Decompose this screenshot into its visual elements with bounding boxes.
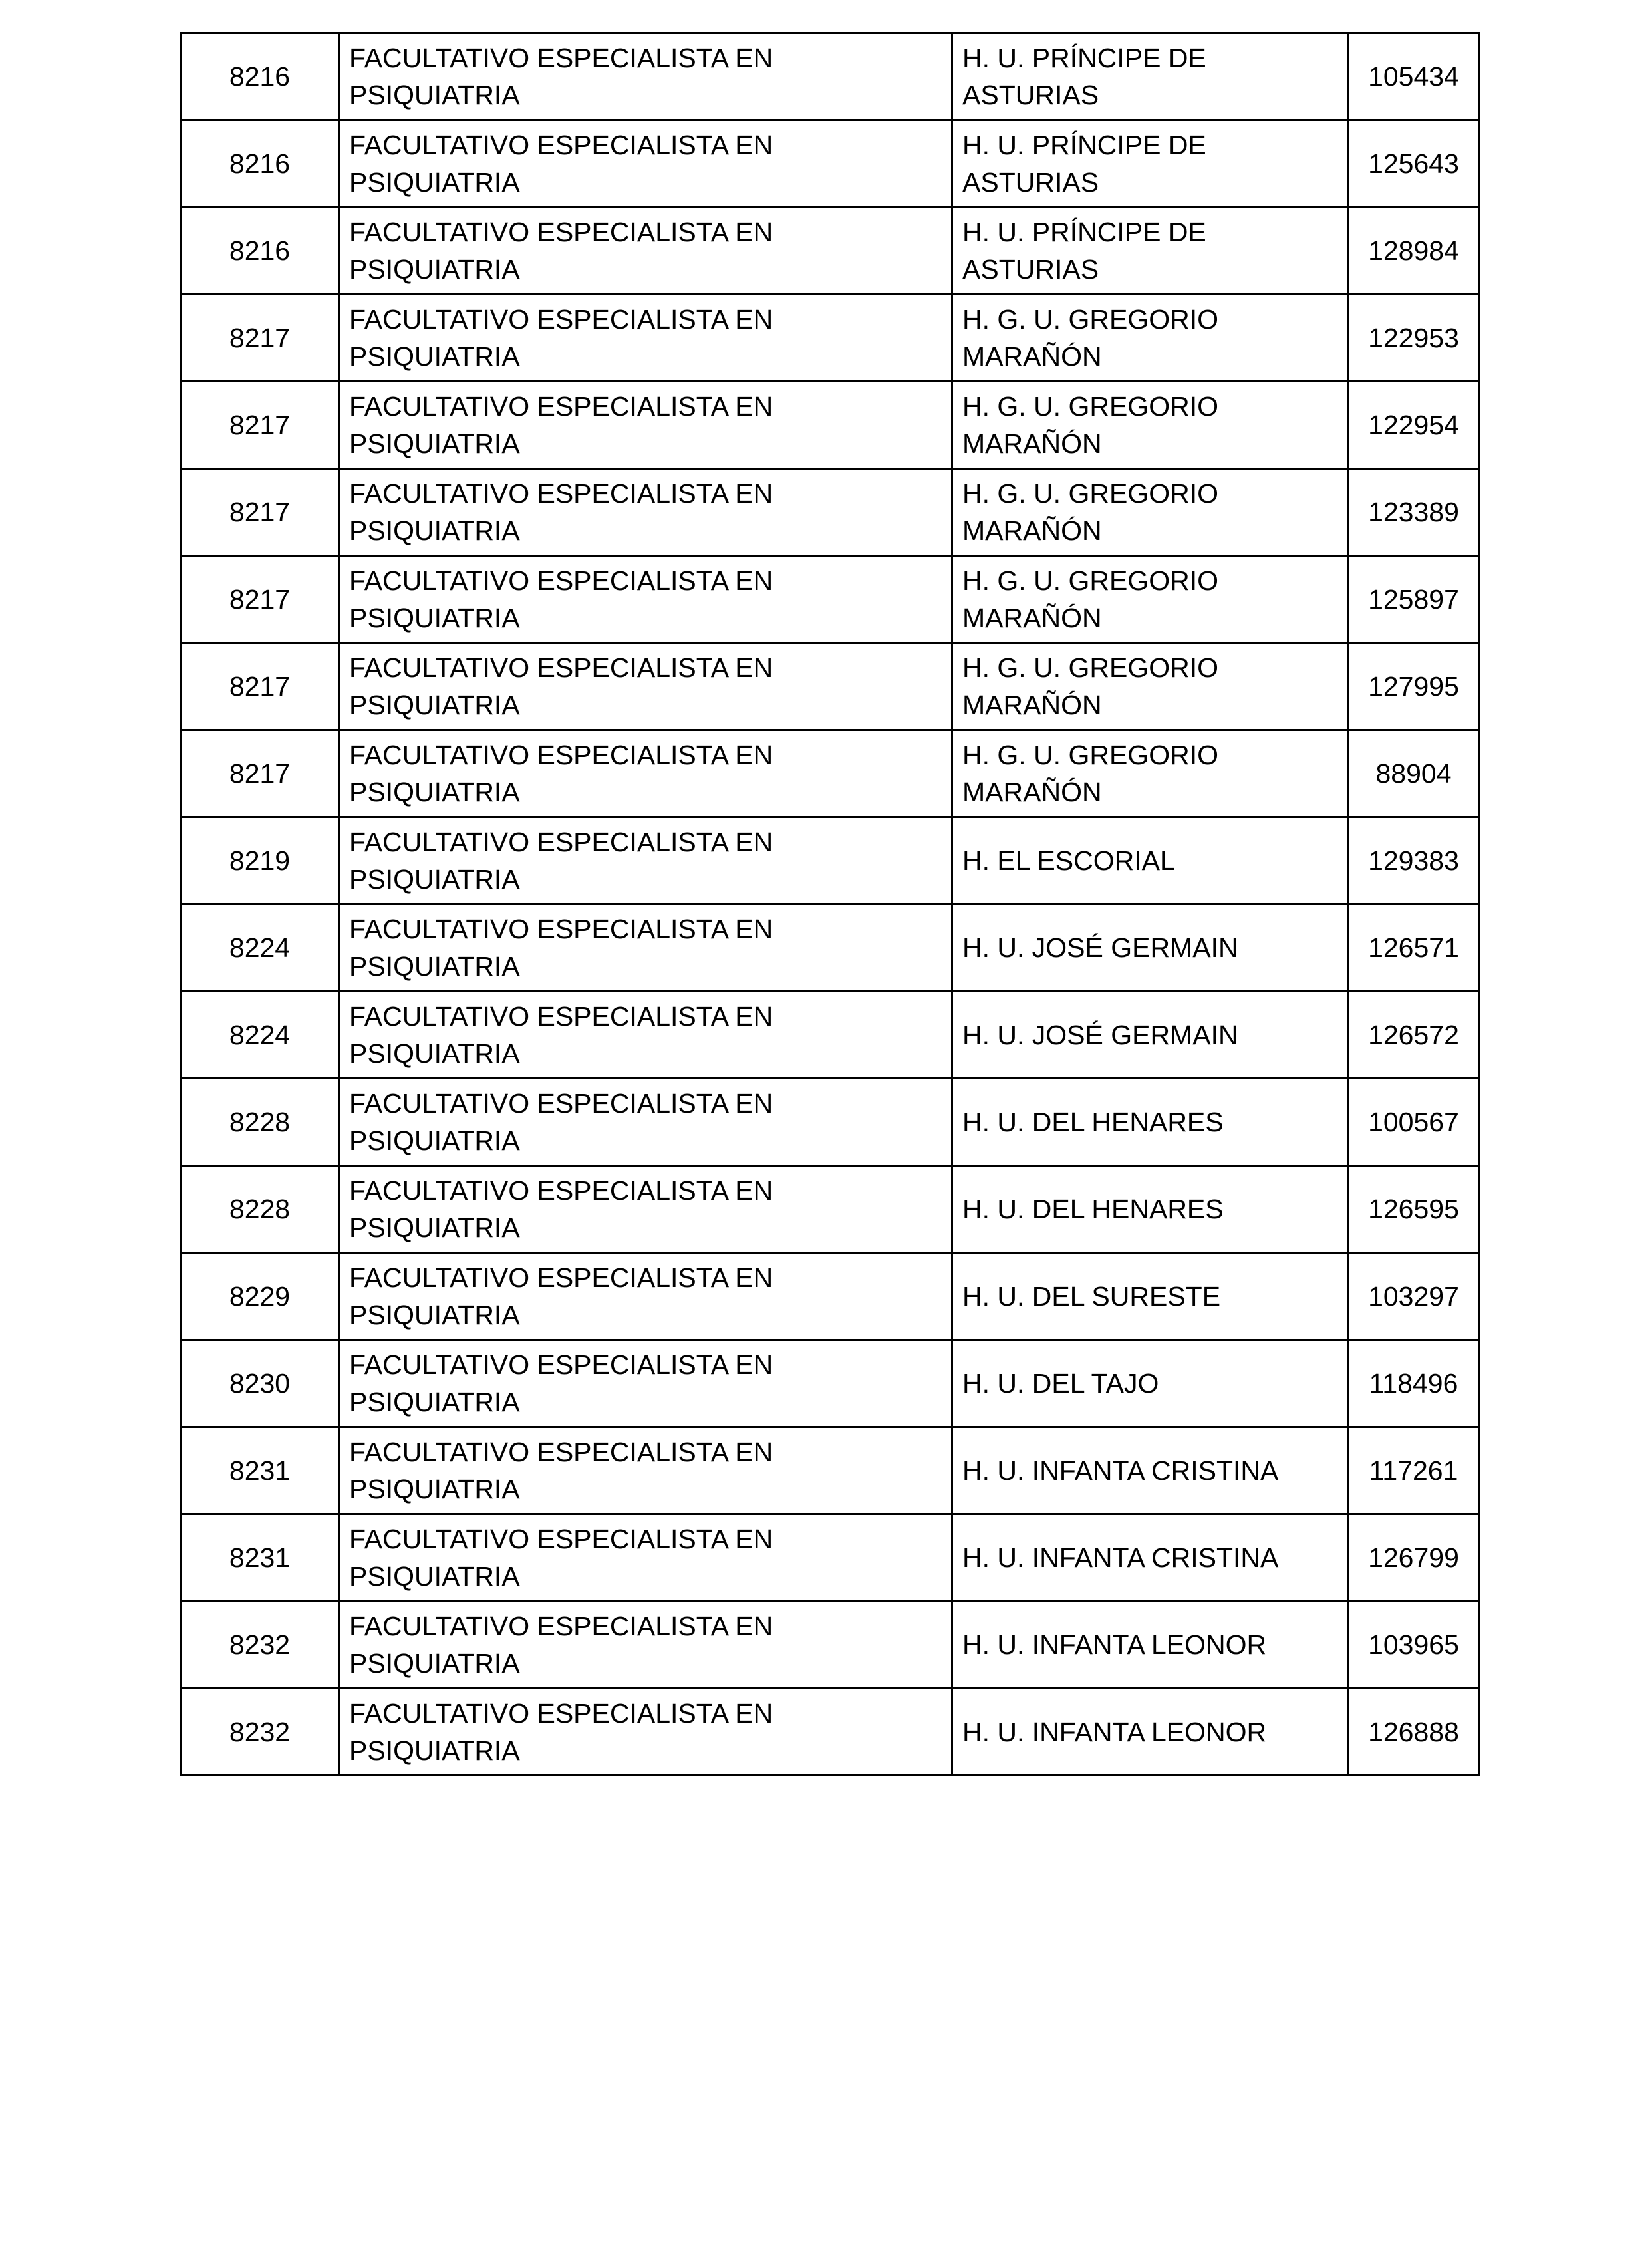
- category-cell: FACULTATIVO ESPECIALISTA EN PSIQUIATRIA: [339, 208, 952, 295]
- code-cell: 8232: [181, 1689, 339, 1776]
- id-cell: 125643: [1348, 120, 1480, 208]
- code-cell: 8230: [181, 1340, 339, 1427]
- code-cell: 8217: [181, 730, 339, 817]
- center-cell: H. U. PRÍNCIPE DE ASTURIAS: [952, 208, 1348, 295]
- category-cell: FACULTATIVO ESPECIALISTA EN PSIQUIATRIA: [339, 1689, 952, 1776]
- code-cell: 8229: [181, 1253, 339, 1340]
- center-cell: H. U. INFANTA LEONOR: [952, 1602, 1348, 1689]
- id-cell: 105434: [1348, 33, 1480, 120]
- id-cell: 126595: [1348, 1166, 1480, 1253]
- table-row: [181, 1253, 1480, 1340]
- category-cell: FACULTATIVO ESPECIALISTA EN PSIQUIATRIA: [339, 382, 952, 469]
- table-row: [181, 556, 1480, 643]
- code-cell: 8216: [181, 120, 339, 208]
- code-cell: 8231: [181, 1514, 339, 1602]
- center-cell: H. U. DEL TAJO: [952, 1340, 1348, 1427]
- category-cell: FACULTATIVO ESPECIALISTA EN PSIQUIATRIA: [339, 469, 952, 556]
- center-cell: H. U. DEL SURESTE: [952, 1253, 1348, 1340]
- table-row: [181, 730, 1480, 817]
- center-cell: H. G. U. GREGORIO MARAÑÓN: [952, 730, 1348, 817]
- positions-table: [180, 32, 1480, 1776]
- center-cell: H. U. INFANTA LEONOR: [952, 1689, 1348, 1776]
- id-cell: 117261: [1348, 1427, 1480, 1514]
- table-row: [181, 992, 1480, 1079]
- center-cell: H. U. INFANTA CRISTINA: [952, 1514, 1348, 1602]
- center-cell: H. U. DEL HENARES: [952, 1166, 1348, 1253]
- id-cell: 122954: [1348, 382, 1480, 469]
- table-row: [181, 817, 1480, 905]
- category-cell: FACULTATIVO ESPECIALISTA EN PSIQUIATRIA: [339, 992, 952, 1079]
- center-cell: H. U. PRÍNCIPE DE ASTURIAS: [952, 120, 1348, 208]
- center-cell: H. EL ESCORIAL: [952, 817, 1348, 905]
- category-cell: FACULTATIVO ESPECIALISTA EN PSIQUIATRIA: [339, 1427, 952, 1514]
- code-cell: 8217: [181, 382, 339, 469]
- code-cell: 8232: [181, 1602, 339, 1689]
- code-cell: 8216: [181, 208, 339, 295]
- id-cell: 118496: [1348, 1340, 1480, 1427]
- code-cell: 8224: [181, 905, 339, 992]
- id-cell: 126799: [1348, 1514, 1480, 1602]
- category-cell: FACULTATIVO ESPECIALISTA EN PSIQUIATRIA: [339, 1340, 952, 1427]
- table-row: [181, 208, 1480, 295]
- category-cell: FACULTATIVO ESPECIALISTA EN PSIQUIATRIA: [339, 905, 952, 992]
- id-cell: 100567: [1348, 1079, 1480, 1166]
- id-cell: 127995: [1348, 643, 1480, 730]
- code-cell: 8217: [181, 469, 339, 556]
- center-cell: H. U. DEL HENARES: [952, 1079, 1348, 1166]
- id-cell: 123389: [1348, 469, 1480, 556]
- id-cell: 103297: [1348, 1253, 1480, 1340]
- table-row: [181, 33, 1480, 120]
- category-cell: FACULTATIVO ESPECIALISTA EN PSIQUIATRIA: [339, 817, 952, 905]
- table-row: [181, 469, 1480, 556]
- center-cell: H. U. JOSÉ GERMAIN: [952, 992, 1348, 1079]
- code-cell: 8217: [181, 295, 339, 382]
- table-row: [181, 120, 1480, 208]
- table-row: [181, 1602, 1480, 1689]
- table-row: [181, 1079, 1480, 1166]
- table-row: [181, 382, 1480, 469]
- category-cell: FACULTATIVO ESPECIALISTA EN PSIQUIATRIA: [339, 730, 952, 817]
- table-row: [181, 295, 1480, 382]
- id-cell: 125897: [1348, 556, 1480, 643]
- id-cell: 128984: [1348, 208, 1480, 295]
- center-cell: H. G. U. GREGORIO MARAÑÓN: [952, 295, 1348, 382]
- code-cell: 8224: [181, 992, 339, 1079]
- table-row: [181, 1166, 1480, 1253]
- positions-table-body: [181, 33, 1480, 1776]
- center-cell: H. G. U. GREGORIO MARAÑÓN: [952, 382, 1348, 469]
- center-cell: H. U. INFANTA CRISTINA: [952, 1427, 1348, 1514]
- table-row: [181, 643, 1480, 730]
- table-row: [181, 1427, 1480, 1514]
- category-cell: FACULTATIVO ESPECIALISTA EN PSIQUIATRIA: [339, 120, 952, 208]
- code-cell: 8219: [181, 817, 339, 905]
- center-cell: H. U. PRÍNCIPE DE ASTURIAS: [952, 33, 1348, 120]
- code-cell: 8217: [181, 556, 339, 643]
- category-cell: FACULTATIVO ESPECIALISTA EN PSIQUIATRIA: [339, 556, 952, 643]
- id-cell: 129383: [1348, 817, 1480, 905]
- category-cell: FACULTATIVO ESPECIALISTA EN PSIQUIATRIA: [339, 1079, 952, 1166]
- category-cell: FACULTATIVO ESPECIALISTA EN PSIQUIATRIA: [339, 1514, 952, 1602]
- code-cell: 8217: [181, 643, 339, 730]
- center-cell: H. G. U. GREGORIO MARAÑÓN: [952, 643, 1348, 730]
- code-cell: 8228: [181, 1166, 339, 1253]
- id-cell: 126888: [1348, 1689, 1480, 1776]
- id-cell: 126572: [1348, 992, 1480, 1079]
- id-cell: 122953: [1348, 295, 1480, 382]
- id-cell: 88904: [1348, 730, 1480, 817]
- center-cell: H. G. U. GREGORIO MARAÑÓN: [952, 469, 1348, 556]
- category-cell: FACULTATIVO ESPECIALISTA EN PSIQUIATRIA: [339, 295, 952, 382]
- id-cell: 103965: [1348, 1602, 1480, 1689]
- id-cell: 126571: [1348, 905, 1480, 992]
- category-cell: FACULTATIVO ESPECIALISTA EN PSIQUIATRIA: [339, 643, 952, 730]
- table-row: [181, 1689, 1480, 1776]
- category-cell: FACULTATIVO ESPECIALISTA EN PSIQUIATRIA: [339, 33, 952, 120]
- center-cell: H. G. U. GREGORIO MARAÑÓN: [952, 556, 1348, 643]
- table-row: [181, 1514, 1480, 1602]
- center-cell: H. U. JOSÉ GERMAIN: [952, 905, 1348, 992]
- category-cell: FACULTATIVO ESPECIALISTA EN PSIQUIATRIA: [339, 1166, 952, 1253]
- table-row: [181, 905, 1480, 992]
- table-row: [181, 1340, 1480, 1427]
- code-cell: 8216: [181, 33, 339, 120]
- code-cell: 8228: [181, 1079, 339, 1166]
- category-cell: FACULTATIVO ESPECIALISTA EN PSIQUIATRIA: [339, 1253, 952, 1340]
- category-cell: FACULTATIVO ESPECIALISTA EN PSIQUIATRIA: [339, 1602, 952, 1689]
- code-cell: 8231: [181, 1427, 339, 1514]
